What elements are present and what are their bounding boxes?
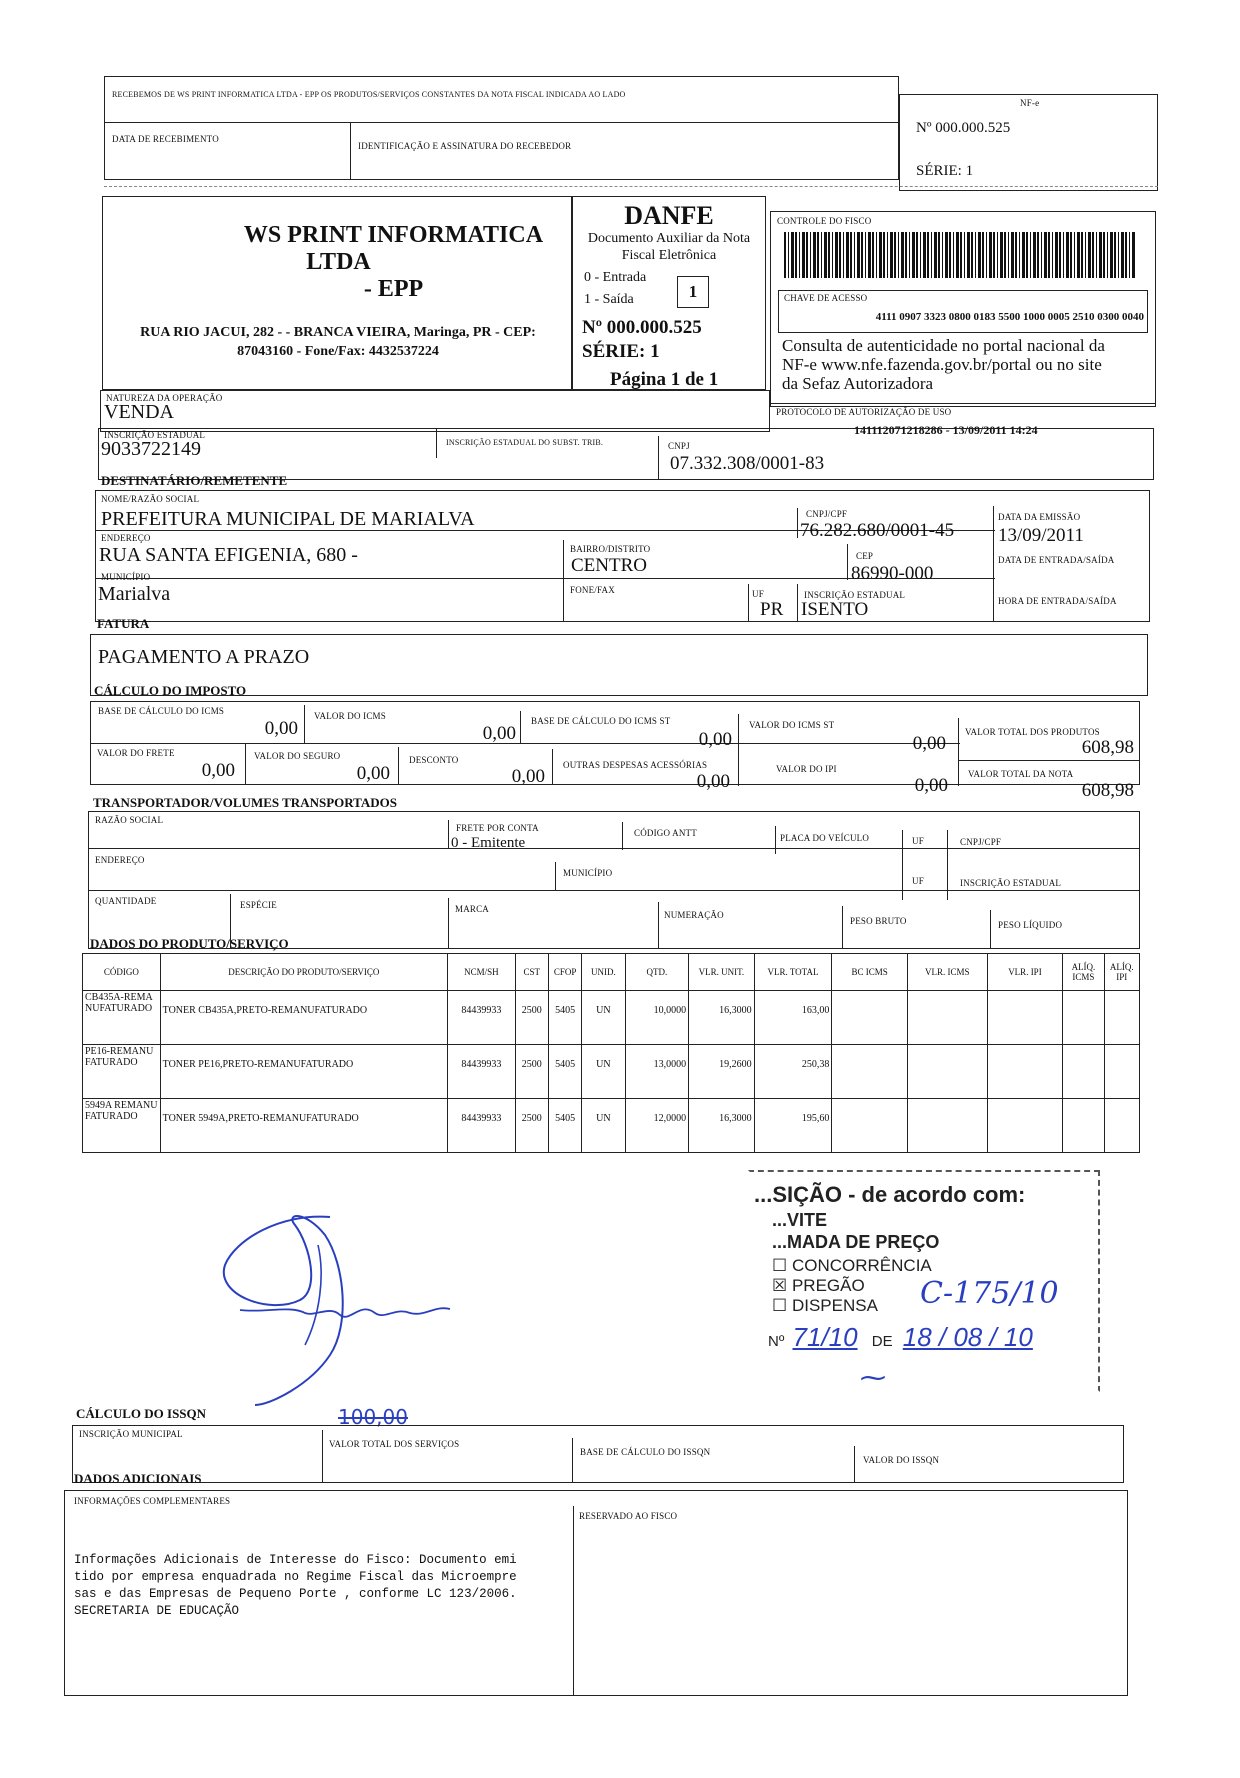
cell-unid: UN — [582, 991, 625, 1045]
imposto-v4 — [958, 718, 959, 786]
cell-empty — [1063, 991, 1104, 1045]
marca-label: MARCA — [455, 904, 490, 914]
transport-uf2-label: UF — [912, 876, 924, 886]
recipient-cnpj-label: CNPJ/CPF — [806, 509, 848, 519]
cell-cfop: 5405 — [548, 991, 581, 1045]
consulta-line2: NF-e www.nfe.fazenda.gov.br/portal ou no site — [782, 355, 1102, 374]
recipient-ie-label: INSCRIÇÃO ESTADUAL — [804, 590, 906, 600]
transport-h2 — [88, 890, 1140, 891]
products-header-row — [83, 954, 1140, 991]
cell-ncm: 84439933 — [448, 1099, 516, 1153]
chave-value: 4111 0907 3323 0800 0183 5500 1000 0005 2510 0300 0040 — [875, 311, 1144, 323]
recipient-hora-label: HORA DE ENTRADA/SAÍDA — [998, 596, 1117, 606]
placa-label: PLACA DO VEÍCULO — [780, 833, 870, 843]
stamp-no-label: Nº — [768, 1333, 785, 1350]
cell-descricao: TONER PE16,PRETO-REMANUFATURADO — [160, 1045, 447, 1099]
transport-h1 — [88, 848, 1140, 849]
valor-icms-value: 0,00 — [482, 723, 516, 744]
stamp-hand-code: C-175/10 — [920, 1276, 1059, 1311]
transport-v3 — [775, 826, 776, 854]
consulta-line1: Consulta de autenticidade no portal nacional da — [782, 336, 1105, 355]
peso-bruto-label: PESO BRUTO — [850, 916, 907, 926]
imposto-total-hline — [958, 760, 1140, 761]
consulta-line3: da Sefaz Autorizadora — [782, 374, 934, 393]
receipt-date-label: DATA DE RECEBIMENTO — [112, 134, 219, 144]
natureza-label: NATUREZA DA OPERAÇÃO — [106, 393, 223, 403]
cell-cst: 2500 — [515, 1045, 548, 1099]
frete-conta-value: 0 - Emitente — [451, 835, 526, 851]
cell-codigo: PE16-REMANUFATURADO — [83, 1045, 161, 1099]
transport-municipio-label: MUNICÍPIO — [563, 868, 613, 878]
protocolo-value: 141112071218286 - 13/09/2011 14:24 — [854, 423, 1038, 437]
procurement-stamp — [748, 1170, 1100, 1392]
cell-qtd: 13,0000 — [625, 1045, 689, 1099]
col-cst: CST — [515, 954, 548, 991]
reservado-label: RESERVADO AO FISCO — [579, 1511, 678, 1521]
recipient-cep-label: CEP — [856, 551, 874, 561]
col-descricao: DESCRIÇÃO DO PRODUTO/SERVIÇO — [160, 954, 447, 991]
transport-cnpj-label: CNPJ/CPF — [960, 837, 1002, 847]
issqn-section: CÁLCULO DO ISSQN — [76, 1406, 207, 1421]
stamp-line3: ...MADA DE PREÇO — [772, 1232, 940, 1252]
cell-empty — [1104, 991, 1139, 1045]
cell-empty — [1104, 1099, 1139, 1153]
danfe-tipo-box: 1 — [677, 276, 709, 308]
ie-st-label: INSCRIÇÃO ESTADUAL DO SUBST. TRIB. — [446, 438, 604, 447]
recipient-vline-cnpj — [797, 508, 798, 538]
issqn-base-label: BASE DE CÁLCULO DO ISSQN — [580, 1447, 711, 1457]
danfe-page: Página 1 de 1 — [610, 369, 719, 390]
cell-empty — [907, 1099, 987, 1153]
transport-endereco-label: ENDEREÇO — [95, 855, 145, 865]
recipient-vline-right — [993, 506, 994, 622]
ipi-label: VALOR DO IPI — [776, 764, 837, 774]
cell-unit: 16,3000 — [689, 991, 755, 1045]
transport-uf-label: UF — [912, 836, 924, 846]
transport-ie-label: INSCRIÇÃO ESTADUAL — [960, 878, 1062, 888]
cell-cfop: 5405 — [548, 1045, 581, 1099]
cell-unid: UN — [582, 1045, 625, 1099]
cell-unit: 19,2600 — [689, 1045, 755, 1099]
natureza-value: VENDA — [104, 401, 174, 423]
info-line-3: sas e das Empresas de Pequeno Porte , conforme LC 123/2006. — [74, 1587, 517, 1601]
cell-empty — [987, 991, 1063, 1045]
cnpj-label: CNPJ — [668, 441, 690, 451]
total-produtos-value: 608,98 — [1081, 737, 1134, 758]
cell-codigo: 5949A REMANUFATURADO — [83, 1099, 161, 1153]
adicionais-divider — [573, 1506, 574, 1696]
col-vlr-ipi: VLR. IPI — [987, 954, 1063, 991]
stamp-line1: ...SIÇÃO - de acordo com: — [754, 1182, 1026, 1207]
receipt-divider-v — [350, 122, 351, 180]
recipient-ie: ISENTO — [801, 599, 869, 620]
receipt-divider — [104, 122, 899, 123]
cut-line — [104, 186, 1158, 187]
base-icms-st-value: 0,00 — [698, 729, 732, 750]
handwritten-signature — [210, 1205, 470, 1410]
info-line-2: tido por empresa enquadrada no Regime Fiscal das Microempre — [74, 1570, 517, 1584]
imposto-v2 — [520, 711, 521, 743]
controle-label: CONTROLE DO FISCO — [777, 216, 872, 226]
danfe-saida: 1 - Saída — [584, 292, 634, 307]
cell-empty — [987, 1045, 1063, 1099]
col-ncm: NCM/SH — [448, 954, 516, 991]
ie-label: INSCRIÇÃO ESTADUAL — [104, 430, 206, 440]
recipient-endereco-label: ENDEREÇO — [101, 533, 151, 543]
fatura-text: PAGAMENTO A PRAZO — [98, 646, 310, 668]
receipt-header: RECEBEMOS DE WS PRINT INFORMATICA LTDA - EPP OS PRODUTOS/SERVIÇOS CONSTANTES DA NOTA FISCAL INDICADA AO LADO — [112, 90, 626, 99]
col-cfop: CFOP — [548, 954, 581, 991]
issqn-total-label: VALOR TOTAL DOS SERVIÇOS — [329, 1439, 460, 1449]
base-icms-label: BASE DE CÁLCULO DO ICMS — [98, 706, 225, 716]
cell-empty — [832, 991, 908, 1045]
recipient-endereco: RUA SANTA EFIGENIA, 680 - — [99, 544, 358, 566]
outras-value: 0,00 — [696, 771, 730, 792]
danfe-number: Nº 000.000.525 — [582, 317, 702, 338]
imposto-v7 — [552, 749, 553, 785]
products-section: DADOS DO PRODUTO/SERVIÇO — [90, 936, 289, 951]
stamp-hand-mark: ⁓ — [860, 1362, 886, 1392]
ipi-value: 0,00 — [914, 775, 948, 796]
table-row — [83, 1045, 1140, 1099]
stamp-hand-date: 18 / 08 / 10 — [902, 1322, 1033, 1352]
cell-empty — [832, 1099, 908, 1153]
transport-v9 — [658, 902, 659, 949]
danfe-entrada: 0 - Entrada — [584, 270, 647, 285]
chave-label: CHAVE DE ACESSO — [784, 293, 868, 303]
danfe-serie: SÉRIE: 1 — [582, 341, 660, 362]
recipient-fone-label: FONE/FAX — [570, 585, 615, 595]
seguro-label: VALOR DO SEGURO — [254, 751, 341, 761]
imposto-section: CÁLCULO DO IMPOSTO — [94, 683, 247, 698]
antt-label: CÓDIGO ANTT — [634, 828, 697, 838]
cell-empty — [987, 1099, 1063, 1153]
especie-label: ESPÉCIE — [240, 900, 277, 910]
issqn-valor-label: VALOR DO ISSQN — [863, 1455, 940, 1465]
cell-total: 163,00 — [754, 991, 832, 1045]
peso-liquido-label: PESO LÍQUIDO — [998, 920, 1063, 930]
quantidade-label: QUANTIDADE — [95, 896, 157, 906]
seguro-value: 0,00 — [356, 763, 390, 784]
col-total: VLR. TOTAL — [754, 954, 832, 991]
base-icms-value: 0,00 — [264, 718, 298, 739]
transport-v4 — [902, 830, 903, 900]
issuer-name-line1: WS PRINT INFORMATICA LTDA — [243, 222, 544, 275]
col-unit: VLR. UNIT. — [689, 954, 755, 991]
cell-empty — [907, 991, 987, 1045]
valor-icms-st-label: VALOR DO ICMS ST — [749, 720, 835, 730]
receipt-number: Nº 000.000.525 — [916, 120, 1011, 136]
outras-label: OUTRAS DESPESAS ACESSÓRIAS — [563, 760, 708, 770]
issuer-address-line2: 87043160 - Fone/Fax: 4432537224 — [237, 344, 439, 359]
fatura-section: FATURA — [97, 616, 150, 631]
transport-v10 — [842, 906, 843, 949]
recipient-vline-uf — [748, 584, 749, 622]
recipient-uf-label: UF — [752, 589, 764, 599]
col-bc-icms: BC ICMS — [832, 954, 908, 991]
cell-total: 250,38 — [754, 1045, 832, 1099]
col-aliq-ipi: ALÍQ. IPI — [1104, 954, 1139, 991]
issuer-name — [106, 222, 571, 303]
info-text — [74, 1535, 517, 1620]
issqn-im-label: INSCRIÇÃO MUNICIPAL — [79, 1429, 183, 1439]
col-vlr-icms: VLR. ICMS — [907, 954, 987, 991]
stamp-check-pregao: ☒ PREGÃO — [772, 1276, 865, 1295]
total-produtos-label: VALOR TOTAL DOS PRODUTOS — [965, 727, 1100, 737]
consulta-text — [782, 336, 1105, 393]
cell-qtd: 10,0000 — [625, 991, 689, 1045]
recipient-municipio: Marialva — [98, 583, 171, 605]
col-qtd: QTD. — [625, 954, 689, 991]
stamp-check-concorrencia: ☐ CONCORRÊNCIA — [772, 1256, 932, 1275]
recipient-name: PREFEITURA MUNICIPAL DE MARIALVA — [101, 508, 475, 530]
transport-v6 — [555, 862, 556, 890]
ie-value: 9033722149 — [101, 438, 201, 460]
frete-conta-label: FRETE POR CONTA — [456, 823, 539, 833]
table-row — [83, 991, 1140, 1045]
stamp-line4: CONCORRÊNCIA — [791, 1256, 932, 1275]
total-nota-label: VALOR TOTAL DA NOTA — [968, 769, 1074, 779]
cell-ncm: 84439933 — [448, 1045, 516, 1099]
valor-icms-label: VALOR DO ICMS — [314, 711, 386, 721]
info-line-4: SECRETARIA DE EDUCAÇÃO — [74, 1604, 240, 1618]
danfe-title: DANFE — [624, 201, 714, 230]
frete-label: VALOR DO FRETE — [97, 748, 175, 758]
total-nota-value: 608,98 — [1081, 780, 1134, 801]
issqn-v2 — [572, 1438, 573, 1483]
frete-value: 0,00 — [201, 760, 235, 781]
cell-ncm: 84439933 — [448, 991, 516, 1045]
recipient-cnpj: 76.282.680/0001-45 — [800, 520, 955, 541]
transport-v11 — [990, 910, 991, 949]
issuer-address — [104, 323, 572, 361]
recipient-cep: 86990-000 — [851, 563, 934, 584]
recipient-name-label: NOME/RAZÃO SOCIAL — [101, 494, 200, 504]
desconto-label: DESCONTO — [409, 755, 459, 765]
stamp-hand-number: 71/10 — [792, 1322, 858, 1352]
table-row — [83, 1099, 1140, 1153]
imposto-v5 — [245, 743, 246, 785]
ie-divider — [436, 428, 437, 458]
imposto-v3 — [738, 714, 739, 786]
cell-unit: 16,3000 — [689, 1099, 755, 1153]
danfe-subtitle1: Documento Auxiliar da Nota — [587, 231, 751, 246]
protocolo-label: PROTOCOLO DE AUTORIZAÇÃO DE USO — [776, 407, 952, 417]
recipient-bairro-label: BAIRRO/DISTRITO — [570, 544, 651, 554]
recipient-vline-mid — [563, 540, 564, 622]
cell-descricao: TONER 5949A,PRETO-REMANUFATURADO — [160, 1099, 447, 1153]
col-codigo: CÓDIGO — [83, 954, 161, 991]
cell-unid: UN — [582, 1099, 625, 1153]
receipt-sign-label: IDENTIFICAÇÃO E ASSINATURA DO RECEBEDOR — [358, 141, 572, 151]
cell-empty — [832, 1045, 908, 1099]
recipient-entrada-label: DATA DE ENTRADA/SAÍDA — [998, 555, 1115, 565]
cell-descricao: TONER CB435A,PRETO-REMANUFATURADO — [160, 991, 447, 1045]
stamp-de-label: DE — [871, 1333, 893, 1350]
recipient-bairro: CENTRO — [571, 555, 647, 576]
cell-empty — [1063, 1045, 1104, 1099]
cnpj-divider — [658, 436, 659, 480]
issqn-v1 — [322, 1430, 323, 1483]
desconto-value: 0,00 — [511, 766, 545, 787]
barcode — [784, 232, 1135, 278]
cnpj-value: 07.332.308/0001-83 — [670, 453, 825, 474]
receipt-serie: SÉRIE: 1 — [916, 163, 974, 179]
danfe-subtitle2: Fiscal Eletrônica — [621, 248, 717, 263]
stamp-check-dispensa: ☐ DISPENSA — [772, 1296, 878, 1315]
info-label: INFORMAÇÕES COMPLEMENTARES — [74, 1496, 231, 1506]
issuer-name-line2: - EPP — [363, 276, 424, 302]
valor-icms-st-value: 0,00 — [912, 733, 946, 754]
info-line-1: Informações Adicionais de Interesse do Fisco: Documento emi — [74, 1553, 517, 1567]
cell-empty — [1063, 1099, 1104, 1153]
recipient-vline-ie — [797, 584, 798, 622]
cell-cst: 2500 — [515, 991, 548, 1045]
transport-v5 — [947, 830, 948, 900]
cell-cst: 2500 — [515, 1099, 548, 1153]
cell-codigo: CB435A-REMANUFATURADO — [83, 991, 161, 1045]
transport-v2 — [622, 822, 623, 850]
imposto-v1 — [304, 705, 305, 743]
transport-v1 — [448, 820, 449, 848]
razao-label: RAZÃO SOCIAL — [95, 815, 164, 825]
transport-section: TRANSPORTADOR/VOLUMES TRANSPORTADOS — [93, 795, 398, 810]
issqn-v3 — [854, 1446, 855, 1483]
numeracao-label: NUMERAÇÃO — [664, 910, 724, 920]
receipt-nfe-label: NF-e — [1020, 98, 1040, 108]
recipient-emissao: 13/09/2011 — [998, 525, 1084, 546]
imposto-v6 — [398, 747, 399, 785]
recipient-section: DESTINATÁRIO/REMETENTE — [101, 473, 288, 488]
stamp-line5: PREGÃO — [791, 1276, 865, 1295]
cell-qtd: 12,0000 — [625, 1099, 689, 1153]
col-unid: UNID. — [582, 954, 625, 991]
transport-v8 — [448, 898, 449, 949]
cell-cfop: 5405 — [548, 1099, 581, 1153]
stamp-line6: DISPENSA — [791, 1296, 878, 1315]
recipient-vline-cep — [847, 544, 848, 580]
stamp-number-row — [768, 1322, 1033, 1353]
issqn-hand-mark: 100,00 — [338, 1405, 408, 1429]
fisco-divider — [770, 403, 1156, 404]
recipient-uf: PR — [760, 599, 784, 620]
issuer-address-line1: RUA RIO JACUI, 282 - - BRANCA VIEIRA, Maringa, PR - CEP: — [140, 325, 536, 340]
products-table — [82, 953, 1140, 1153]
cell-empty — [1104, 1045, 1139, 1099]
base-icms-st-label: BASE DE CÁLCULO DO ICMS ST — [531, 716, 671, 726]
cell-total: 195,60 — [754, 1099, 832, 1153]
recipient-emissao-label: DATA DA EMISSÃO — [998, 512, 1081, 522]
recipient-municipio-label: MUNICÍPIO — [101, 572, 151, 582]
adicionais-section: DADOS ADICIONAIS — [74, 1471, 202, 1486]
col-aliq-icms: ALÍQ. ICMS — [1063, 954, 1104, 991]
stamp-line2: ...VITE — [772, 1210, 828, 1230]
cell-empty — [907, 1045, 987, 1099]
